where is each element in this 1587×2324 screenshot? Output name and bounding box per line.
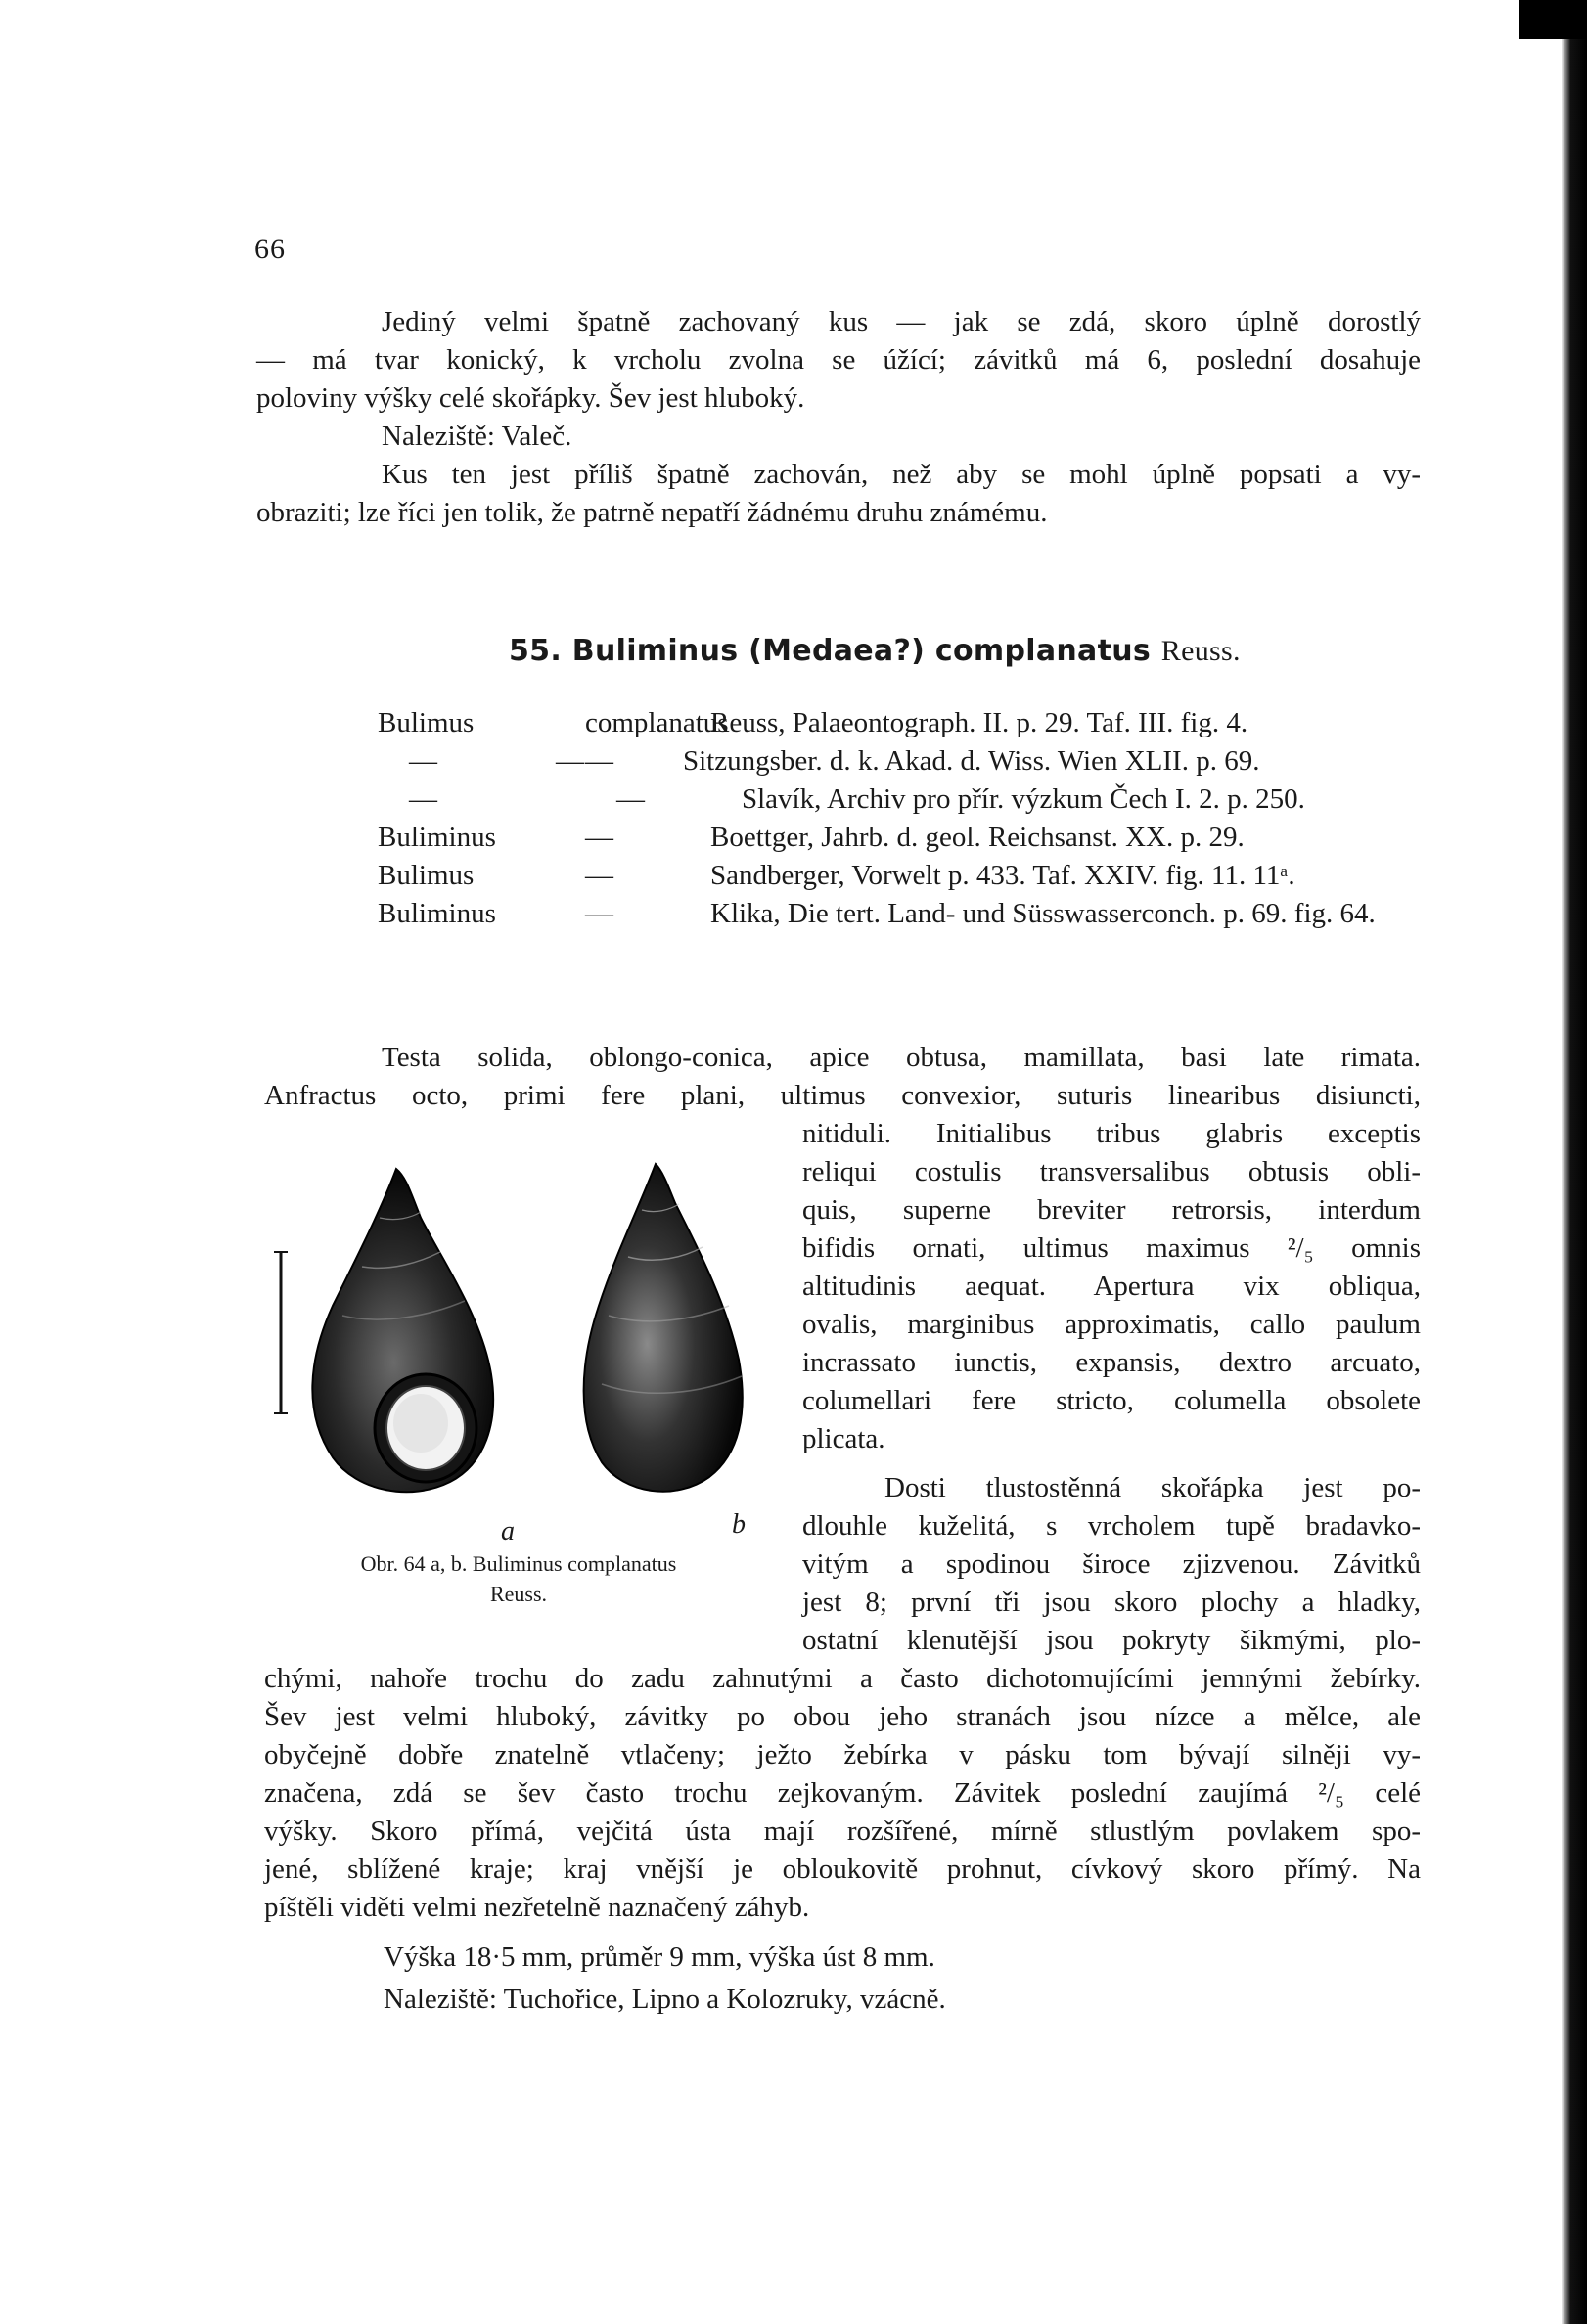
text-line: jené, sblížené kraje; kraj vnější je obloukovitě prohnut, cívkový skoro přímý. Na [264, 1854, 1421, 1885]
synonym-genus: Bulimus [378, 860, 475, 891]
text-line: incrassato iunctis, expansis, dextro arcuato, [802, 1347, 1421, 1378]
shell-illustration [264, 1149, 773, 1560]
synonym-species: — [585, 822, 613, 853]
intro-locality: Naleziště: Valeč. [382, 421, 572, 452]
shell-b-drawing [584, 1164, 743, 1492]
text-line: značena, zdá se šev často trochu zejkovaným. Závitek poslední zaujímá ²/₅ celé [264, 1777, 1421, 1809]
synonym-genus: — [409, 745, 437, 777]
figure-label-a: a [501, 1516, 515, 1546]
text-line: Testa solida, oblongo-conica, apice obtusa, mamillata, basi late rimata. [382, 1042, 1421, 1073]
synonym-species: — [585, 860, 613, 891]
synonym-dash [524, 895, 585, 933]
figure-label-b: b [732, 1509, 746, 1540]
synonym-genus: Buliminus [378, 898, 496, 929]
synonym-species: — [585, 745, 613, 777]
page-number: 66 [254, 233, 286, 265]
text-line: nitiduli. Initialibus tribus glabris exceptis [802, 1118, 1421, 1149]
text-line: obraziti; lze říci jen tolik, že patrně nepatří žádnému druhu známému. [256, 497, 1048, 528]
figure-caption-line: Reuss. [489, 1582, 548, 1606]
synonym-species: — [585, 898, 613, 929]
text-line: Šev jest velmi hluboký, závitky po obou jeho stranách jsou nízce a mělce, ale [264, 1701, 1421, 1732]
text-line: reliqui costulis transversalibus obtusis obli- [802, 1156, 1421, 1187]
text-line: Jediný velmi špatně zachovaný kus — jak se zdá, skoro úplně dorostlý [382, 306, 1421, 337]
synonym-dash [524, 857, 585, 895]
locality: Naleziště: Tuchořice, Lipno a Kolozruky, vzácně. [384, 1984, 946, 2015]
text-line: píštěli viděti velmi nezřetelně naznačený záhyb. [264, 1892, 810, 1923]
species-heading [509, 634, 1241, 668]
synonym-genus: — [409, 783, 437, 815]
shell-figure [264, 1149, 773, 1609]
text-line: Anfractus octo, primi fere plani, ultimus convexior, suturis linearibus disiuncti, [264, 1080, 1421, 1111]
measurements: Výška 18·5 mm, průměr 9 mm, výška úst 8 mm. [384, 1942, 935, 1973]
page-edge-shadow [1562, 0, 1587, 2324]
synonym-dash [524, 704, 585, 742]
species-number: 55. [509, 634, 563, 668]
synonym-species: — [616, 783, 645, 815]
synonymy-entry [378, 704, 1420, 742]
synonym-dash [524, 819, 585, 857]
shell-a-drawing [312, 1169, 493, 1492]
text-line: columellari fere stricto, columella obsolete [802, 1385, 1421, 1416]
synonym-genus: Buliminus [378, 822, 496, 853]
czech-description-wrap [802, 1469, 1421, 1660]
page-corner-shadow [1519, 0, 1587, 39]
synonymy-entry [378, 742, 1420, 781]
synonym-dash [556, 781, 616, 819]
synonym-reference: Sandberger, Vorwelt p. 433. Taf. XXIV. fig. 11. 11ᵃ. [710, 860, 1295, 891]
synonymy-entry [378, 895, 1420, 933]
latin-description-wrap [802, 1115, 1421, 1458]
scale-bar [274, 1252, 288, 1413]
latin-description [264, 1039, 1421, 1115]
figure-caption-line: Obr. 64 a, b. Buliminus complanatus [360, 1551, 677, 1576]
synonym-reference: Reuss, Palaeontograph. II. p. 29. Taf. III. fig. 4. [710, 707, 1248, 738]
text-line: quis, superne breviter retrorsis, interdum [802, 1194, 1421, 1226]
text-line: chými, nahoře trochu do zadu zahnutými a často dichotomujícími jemnými žebírky. [264, 1663, 1421, 1694]
text-line: Kus ten jest příliš špatně zachován, než aby se mohl úplně popsati a vy- [382, 459, 1421, 490]
synonym-reference: Boettger, Jahrb. d. geol. Reichsanst. XX. p. 29. [710, 822, 1245, 853]
text-line: ostatní klenutější jsou pokryty šikmými, plo- [802, 1625, 1421, 1656]
text-line: — má tvar konický, k vrcholu zvolna se úžící; závitků má 6, poslední dosahuje [256, 344, 1421, 376]
synonym-species: complanatus [585, 707, 729, 738]
synonym-reference: Slavík, Archiv pro přír. výzkum Čech I. 2. p. 250. [742, 783, 1305, 815]
text-line: ovalis, marginibus approximatis, callo paulum [802, 1309, 1421, 1340]
text-line: dlouhle kuželitá, s vrcholem tupě bradavko- [802, 1510, 1421, 1542]
synonymy-entry [378, 857, 1420, 895]
synonym-reference: Klika, Die tert. Land- und Süsswasserconch. p. 69. fig. 64. [710, 898, 1376, 929]
text-line: poloviny výšky celé skořápky. Šev jest hluboký. [256, 382, 805, 414]
text-line: vitým a spodinou široce zjizvenou. Závitků [802, 1548, 1421, 1580]
synonym-genus: Bulimus [378, 707, 475, 738]
intro-paragraph [256, 303, 1421, 532]
czech-description [264, 1660, 1421, 2019]
text-line: plicata. [802, 1423, 885, 1454]
species-author: Reuss. [1160, 635, 1241, 667]
synonymy-entry [378, 819, 1420, 857]
text-line: výšky. Skoro přímá, vejčitá ústa mají rozšířené, mírně stlustlým povlakem spo- [264, 1815, 1421, 1847]
text-line: obyčejně dobře znatelně vtlačeny; ježto žebírka v pásku tom bývají silněji vy- [264, 1739, 1421, 1770]
synonymy-entry [378, 781, 1420, 819]
text-line: altitudinis aequat. Apertura vix obliqua, [802, 1271, 1421, 1302]
synonym-reference: Sitzungsber. d. k. Akad. d. Wiss. Wien XLII. p. 69. [683, 745, 1260, 777]
text-line: Dosti tlustostěnná skořápka jest po- [884, 1472, 1421, 1503]
species-name: Buliminus (Medaea?) complanatus [571, 634, 1152, 668]
text-line: bifidis ornati, ultimus maximus ²/₅ omnis [802, 1232, 1421, 1264]
text-line: jest 8; první tři jsou skoro plochy a hladky, [802, 1587, 1421, 1618]
synonymy-list [378, 704, 1420, 933]
figure-caption [284, 1548, 753, 1609]
synonym-dash: — [556, 745, 584, 777]
